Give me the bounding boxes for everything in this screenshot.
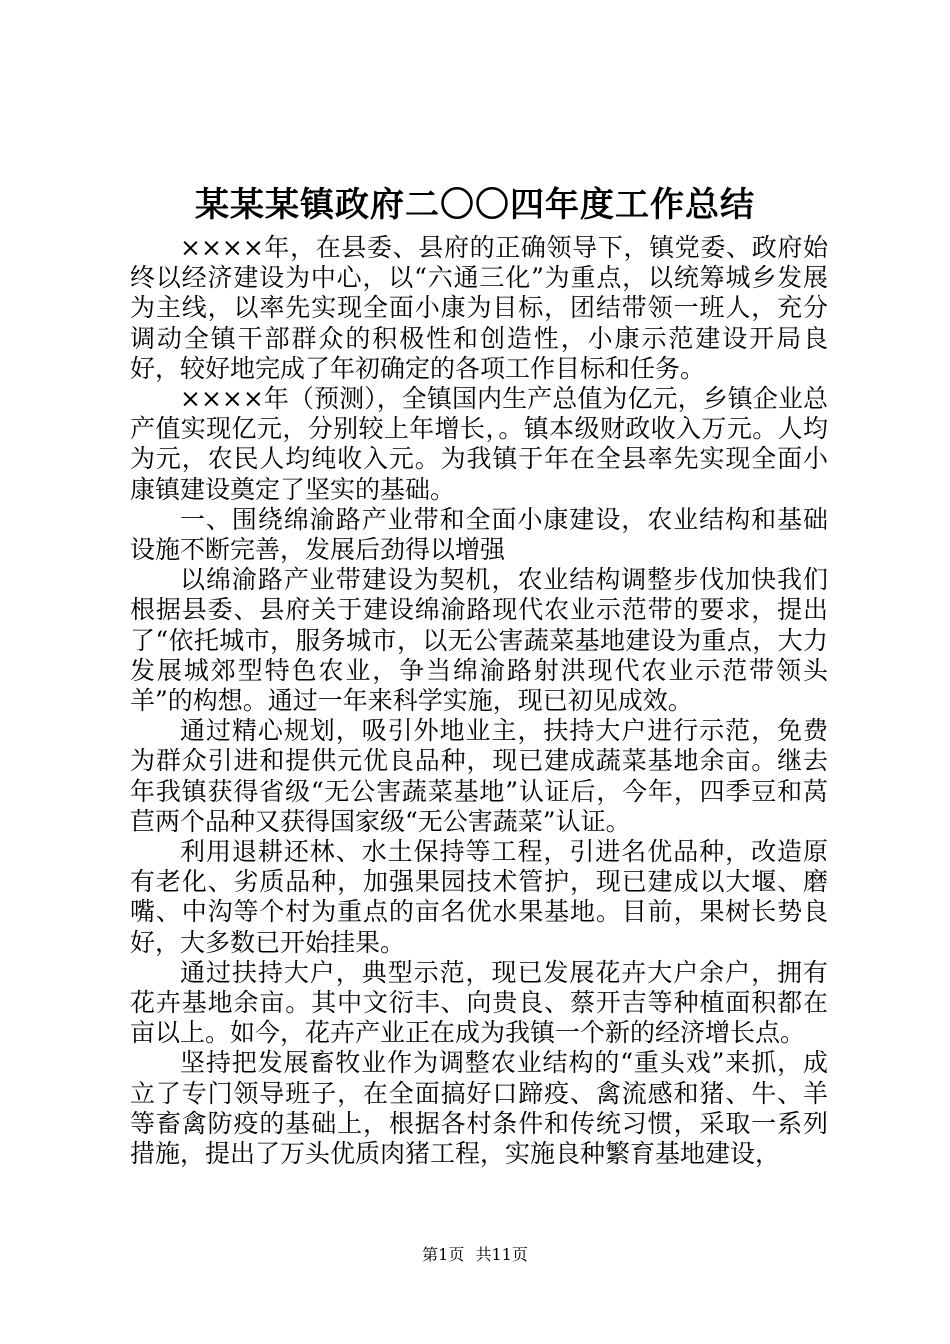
paragraph-fruit-base: 利用退耕还林、水土保持等工程，引进名优品种，改造原有老化、劣质品种，加强果园技术管护，现已建成以大堰、磨嘴、中沟等个村为重点的亩名优水果基地。目前，果树长势良好，大多数已开始挂果。 [130, 837, 828, 957]
paragraph-flower-base: 通过扶持大户，典型示范，现已发展花卉大户余户，拥有花卉基地余亩。其中文衍丰、向贵良、蔡开吉等种植面积都在亩以上。如今，花卉产业正在成为我镇一个新的经济增长点。 [130, 957, 828, 1048]
paragraph-economy: ××××年（预测），全镇国内生产总值为亿元，乡镇企业总产值实现亿元，分别较上年增长，。镇本级财政收入万元。人均为元，农民人均纯收入元。为我镇于年在全县率先实现全面小康镇建设奠定了坚实的基础。 [130, 384, 828, 504]
paragraph-intro: ××××年，在县委、县府的正确领导下，镇党委、政府始终以经济建设为中心，以“六通三化”为重点，以统筹城乡发展为主线，以率先实现全面小康为目标，团结带领一班人，充分调动全镇干部群众的积极性和创造性，小康示范建设开局良好，较好地完成了年初确定的各项工作目标和任务。 [130, 233, 828, 383]
page-number: 第1页 [422, 1245, 465, 1264]
paragraph-livestock: 坚持把发展畜牧业作为调整农业结构的“重头戏”来抓，成立了专门领导班子，在全面搞好口蹄疫、禽流感和猪、牛、羊等畜禽防疫的基础上，根据各村条件和传统习惯，采取一系列措施，提出了万头优质肉猪工程，实施良种繁育基地建设， [130, 1048, 828, 1169]
paragraph-agriculture-structure: 以绵渝路产业带建设为契机，农业结构调整步伐加快我们根据县委、县府关于建设绵渝路现代农业示范带的要求，提出了“依托城市，服务城市，以无公害蔬菜基地建设为重点，大力发展城郊型特色农业，争当绵渝路射洪现代农业示范带领头羊”的构想。通过一年来科学实施，现已初见成效。 [130, 565, 828, 716]
document-title: 某某某镇政府二〇〇四年度工作总结 [195, 185, 755, 225]
section-heading-1: 一、围绕绵渝路产业带和全面小康建设，农业结构和基础设施不断完善，发展后劲得以增强 [130, 504, 828, 565]
page-total: 共11页 [475, 1245, 528, 1264]
page-footer [0, 1245, 950, 1265]
document-body [130, 233, 828, 1169]
paragraph-vegetable-base: 通过精心规划，吸引外地业主，扶持大户进行示范，免费为群众引进和提供元优良品种，现已建成蔬菜基地余亩。继去年我镇获得省级“无公害蔬菜基地”认证后，今年，四季豆和莴苣两个品种又获得国家级“无公害蔬菜”认证。 [130, 716, 828, 836]
